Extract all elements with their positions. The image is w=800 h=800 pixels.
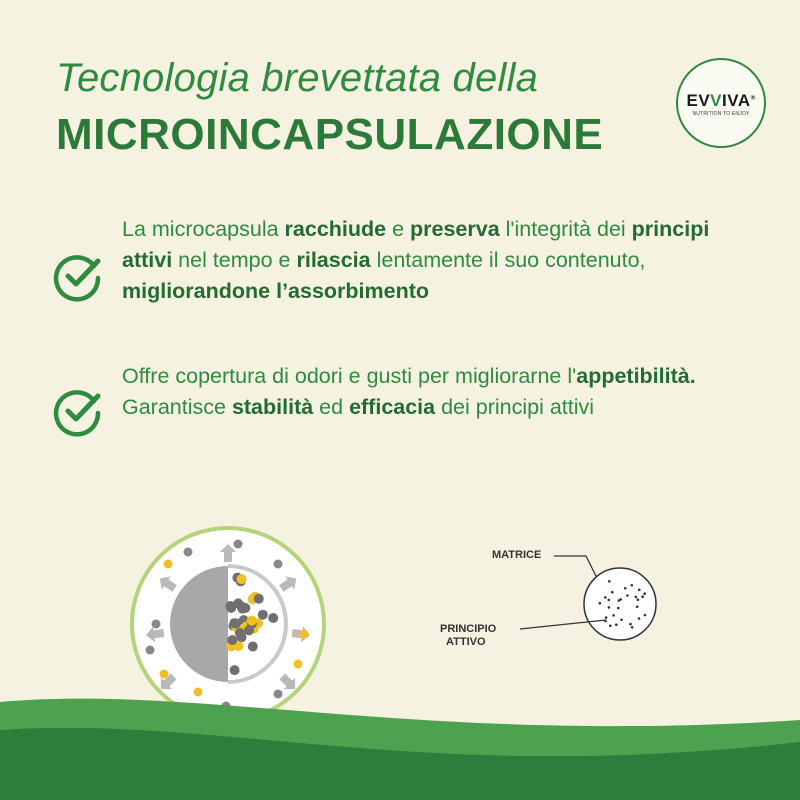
particle	[258, 610, 268, 620]
feature-text-segment: La microcapsula	[122, 217, 285, 241]
dot	[626, 594, 629, 597]
logo-tagline: NUTRITION TO ENJOY	[692, 110, 750, 117]
feature-text-segment: l'integrità dei	[499, 217, 632, 241]
dot	[637, 598, 640, 601]
active-label-line2: ATTIVO	[446, 636, 486, 648]
feature-text-segment: lentamente il suo contenuto,	[370, 248, 646, 272]
dot	[643, 592, 646, 595]
dot	[641, 595, 644, 598]
dot	[636, 605, 639, 608]
feature-text-segment: Offre copertura di odori e gusti per migliorarne l'	[122, 364, 577, 388]
particle	[268, 613, 278, 623]
dot	[608, 606, 611, 609]
dot	[611, 591, 614, 594]
feature-highlight: efficacia	[349, 395, 436, 419]
matrix-diagram	[436, 536, 686, 666]
feature-highlight: racchiude	[284, 217, 387, 241]
particle	[235, 628, 245, 638]
feature-text-segment: e	[386, 217, 411, 241]
dot	[617, 607, 620, 610]
dot	[620, 619, 623, 622]
feature-text-segment: ed	[313, 395, 350, 419]
check-circle-icon	[52, 385, 104, 437]
title-line-1: Tecnologia brevettata della	[56, 56, 539, 100]
feature-text-2	[122, 361, 762, 423]
dot	[612, 614, 615, 617]
feature-highlight: preserva	[410, 217, 500, 241]
released-particle	[300, 630, 309, 639]
dot	[631, 626, 634, 629]
released-particle	[294, 660, 303, 669]
released-particle	[164, 560, 173, 569]
dot	[615, 623, 618, 626]
dot	[644, 614, 647, 617]
bottom-wave	[0, 690, 800, 800]
feature-highlight: rilascia	[296, 248, 371, 272]
feature-text-segment: dei principi attivi	[435, 395, 595, 419]
dot	[635, 596, 638, 599]
particle	[237, 604, 247, 614]
dot	[609, 625, 612, 628]
particle	[254, 594, 264, 604]
dot	[608, 580, 611, 583]
dot	[629, 623, 632, 626]
matrix-label: MATRICE	[492, 549, 542, 561]
particle	[225, 601, 235, 611]
feature-text-segment: Garantisce	[122, 395, 232, 419]
matrix-pointer-line	[554, 556, 598, 580]
particle	[248, 642, 258, 652]
particle	[231, 618, 241, 628]
dot	[631, 584, 634, 587]
released-particle	[234, 540, 243, 549]
dot	[605, 616, 608, 619]
dot	[608, 599, 611, 602]
feature-text-segment: nel tempo e	[172, 248, 297, 272]
particle	[230, 665, 240, 675]
evviva-logo	[676, 58, 766, 148]
particle	[237, 574, 247, 584]
title-line-2: MICROINCAPSULAZIONE	[56, 110, 604, 159]
released-particle	[160, 670, 169, 679]
feature-text-1	[122, 214, 762, 307]
dot	[619, 598, 622, 601]
logo-wordmark: EVVIVA®	[686, 90, 756, 110]
dot	[638, 617, 641, 620]
dot	[638, 589, 641, 592]
released-particle	[274, 560, 283, 569]
released-particle	[152, 620, 161, 629]
released-particle	[146, 646, 155, 655]
check-circle-icon	[52, 250, 104, 302]
dot	[599, 602, 602, 605]
active-label-line1: PRINCIPIO	[440, 623, 497, 635]
particle	[227, 635, 237, 645]
feature-highlight: principi attivi	[122, 217, 710, 272]
feature-highlight: appetibilità.	[576, 364, 696, 388]
matrix-circle	[584, 568, 656, 640]
dot	[624, 587, 627, 590]
feature-highlight: migliorandone l’assorbimento	[122, 279, 430, 303]
feature-highlight: stabilità	[231, 395, 314, 419]
dot	[604, 596, 607, 599]
released-particle	[184, 548, 193, 557]
particle	[247, 616, 257, 626]
